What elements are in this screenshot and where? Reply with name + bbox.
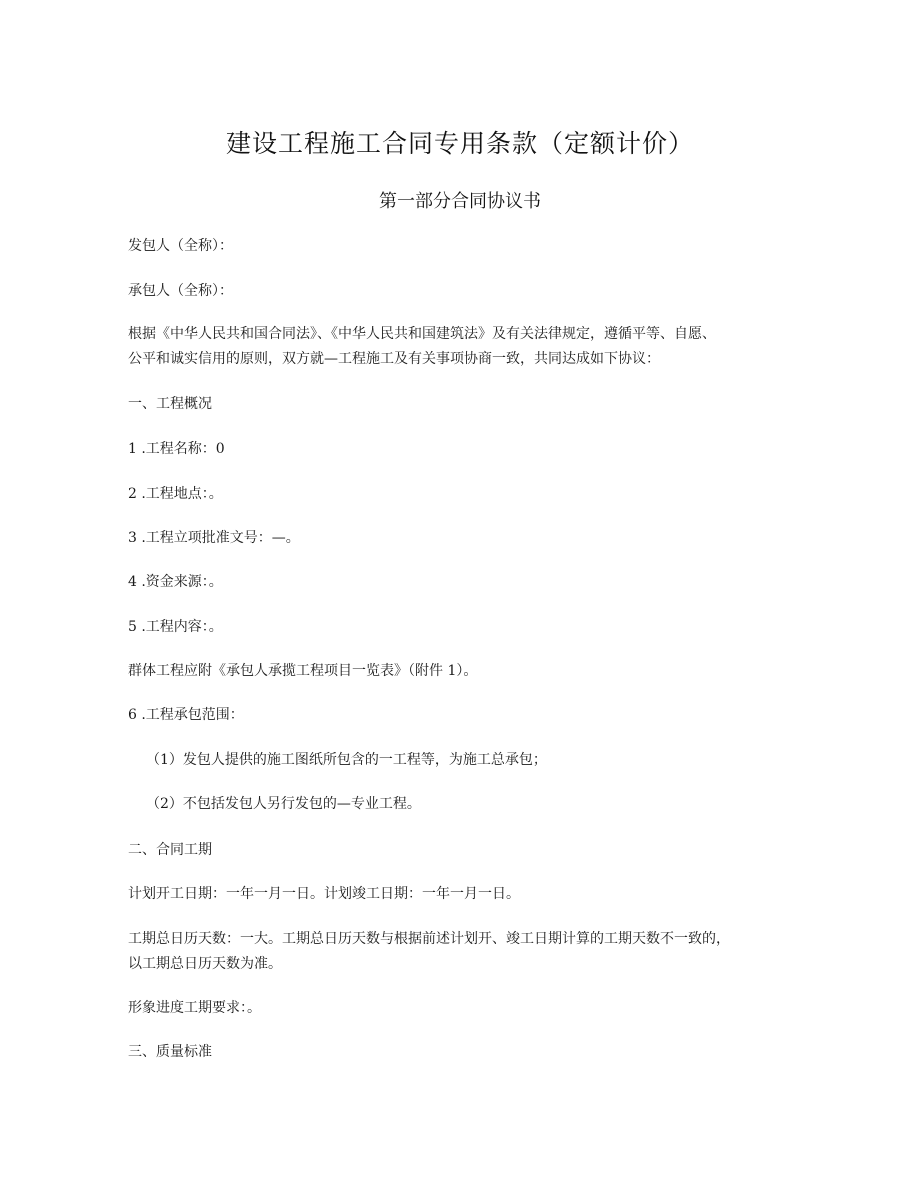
paragraph-planned-dates: 计划开工日期：一年一月一日。计划竣工日期：一年一月一日。 [128, 886, 520, 902]
paragraph-project-content: 5 .工程内容：。 [128, 619, 223, 635]
paragraph-milestone-requirements: 形象进度工期要求：。 [128, 1000, 261, 1016]
paragraph-contractor: 承包人（全称）： [128, 283, 233, 299]
paragraph-group-project: 群体工程应附《承包人承揽工程项目一览表》（附件 1）。 [128, 663, 478, 679]
section-heading-quality: 三、质量标准 [128, 1044, 212, 1060]
paragraph-total-days-line1: 工期总日历天数：一大。工期总日历天数与根据前述计划开、竣工日期计算的工期天数不一致的， [128, 931, 730, 947]
paragraph-scope: 6 .工程承包范围： [128, 707, 244, 723]
paragraph-project-name: 1 .工程名称：0 [128, 441, 225, 457]
paragraph-funding-source: 4 .资金来源：。 [128, 574, 223, 590]
paragraph-project-location: 2 .工程地点：。 [128, 486, 223, 502]
paragraph-total-days-line2: 以工期总日历天数为准。 [128, 956, 282, 972]
document-subtitle: 第一部分合同协议书 [379, 191, 541, 212]
paragraph-employer: 发包人（全称）： [128, 238, 233, 254]
document-title: 建设工程施工合同专用条款（定额计价） [225, 129, 694, 158]
paragraph-approval-number: 3 .工程立项批准文号：—。 [128, 530, 300, 546]
paragraph-scope-item-2: （2）不包括发包人另行发包的—专业工程。 [146, 796, 421, 812]
paragraph-scope-item-1: （1）发包人提供的施工图纸所包含的一工程等，为施工总承包； [146, 752, 547, 768]
section-heading-overview: 一、工程概况 [128, 396, 212, 412]
paragraph-preamble-line2: 公平和诚实信用的原则，双方就—工程施工及有关事项协商一致，共同达成如下协议： [128, 351, 660, 367]
paragraph-preamble-line1: 根据《中华人民共和国合同法》、《中华人民共和国建筑法》及有关法律规定，遵循平等、自愿、 [128, 326, 716, 342]
section-heading-duration: 二、合同工期 [128, 842, 212, 858]
